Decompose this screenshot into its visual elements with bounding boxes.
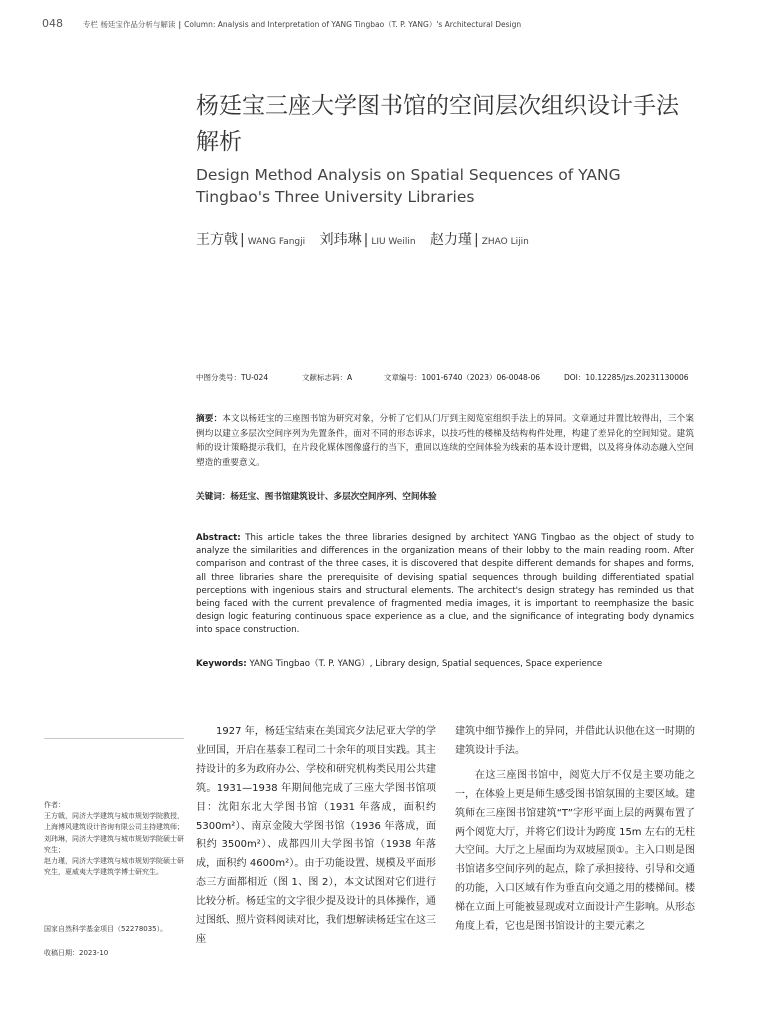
body-paragraph-continued: 建筑中细节操作上的异同，并借此认识他在这一时期的建筑设计手法。: [455, 726, 695, 756]
meta-article-no: 文章编号：1001-6740（2023）06-0048-06: [384, 373, 541, 382]
abstract-cn-label: 摘要：: [196, 414, 223, 424]
running-head-divider: |: [178, 20, 182, 29]
page-number: 048: [42, 17, 63, 30]
keywords-cn-label: 关键词：: [196, 492, 231, 502]
keywords-cn-text: 杨廷宝、图书馆建筑设计、多层次空间序列、空间体验: [230, 492, 437, 502]
author-list: [196, 229, 539, 249]
author-3-cn: 赵力瑾: [430, 232, 472, 248]
keywords-en: [196, 657, 694, 669]
author-separator: |: [363, 232, 369, 248]
author-info: [44, 800, 184, 878]
author-separator: |: [474, 232, 479, 248]
abstract-en-text: This article takes the three libraries designed by architect YANG Tingbao as the object of study to analyze the similarities and differences in the organization means of their lobby to the main reading room. After comparison and contrast of the three cases, it is discovered that despite different demands for shapes and forms, all three libraries share the prerequisite of devising spatial sequences through building differentiated spatial perceptions with ingenious stairs and structural elements. The architect's design strategy has reminded us that being faced with the current prevalence of fragmented media images, it is important to reemphasize the basic design logic featuring continuous space experience as a clue, and the significance of integrating body dynamics into space construction.: [196, 533, 694, 636]
author-3-en: ZHAO Lijin: [481, 237, 529, 247]
keywords-en-label: Keywords:: [196, 659, 247, 669]
abstract-cn: [196, 412, 694, 470]
author-1-cn: 王方戟: [196, 232, 238, 248]
title-cn: 杨廷宝三座大学图书馆的空间层次组织设计手法解析: [196, 93, 679, 155]
author-1-en: WANG Fangji: [247, 237, 306, 247]
running-head: [83, 19, 521, 30]
fund-note: 国家自然科学基金项目（52278035）。: [44, 925, 168, 933]
author-info-label: 作者：: [44, 801, 65, 809]
body-paragraph: 1927 年，杨廷宝结束在美国宾夕法尼亚大学的学业回国，开启在基泰工程司二十余年的项目实践。其主持设计的多为政府办公、学校和研究机构类民用公共建筑。1931—1938 年期间他完成了三座大学图书馆项目：沈阳东北大学图书馆（1931 年落成，面积约 5300m²）、南京金陵大学图书馆（1936 年落成，面积约 3500m²）、成都四川大学图书馆（1938 年落成，面积约 4600m²）。由于功能设置、规模及平面形态三方面都相近（图 1、图 2），本文试图对它们进行比较分析。杨廷宝的文字很少提及设计的具体操作，通过图纸、照片资料阅读对比，我们想解读杨廷宝在这三座: [196, 726, 436, 945]
keywords-cn: [196, 490, 694, 502]
author-bio: 赵力瑾，同济大学建筑与城市规划学院硕士研究生，夏威夷大学建筑学博士研究生。: [44, 857, 184, 877]
author-bio: 王方戟，同济大学建筑与城市规划学院教授，上海博风建筑设计咨询有限公司主持建筑师；: [44, 812, 184, 832]
author-separator: |: [240, 232, 245, 248]
author-bio: 刘玮琳，同济大学建筑与城市规划学院硕士研究生；: [44, 834, 184, 854]
title-en: Design Method Analysis on Spatial Sequences of YANG Tingbao's Three University Libraries: [196, 166, 621, 206]
running-head-cn: 专栏 杨廷宝作品分析与解读: [83, 20, 176, 29]
keywords-en-text: YANG Tingbao（T. P. YANG）, Library design, Spatial sequences, Space experience: [246, 659, 603, 669]
abstract-en: [196, 532, 694, 638]
author-2-cn: 刘玮琳: [319, 232, 362, 248]
running-head-en: Column: Analysis and Interpretation of YANG Tingbao（T. P. YANG）'s Architectural Design: [184, 20, 522, 29]
meta-doi: DOI：10.12285/jzs.20231130006: [564, 373, 689, 382]
received-date: 收稿日期：2023-10: [44, 949, 109, 957]
body-paragraph: 在这三座图书馆中，阅览大厅不仅是主要功能之一，在体验上更是师生感受图书馆氛围的主要区域。建筑师在三座图书馆建筑“T”字形平面上层的两翼布置了两个阅览大厅，并将它们设计为跨度 15m 左右的无柱大空间。大厅之上屋面均为双坡屋顶①。主入口则是图书馆诸多空间序列的起点，除了承担接待、引导和交通的功能，入口区域有作为垂直向交通之用的楼梯间。楼梯在立面上可能被显现或对立面设计产生影响。从形态角度上看，它也是图书馆设计的主要元素之: [455, 769, 695, 933]
body-column-left: [196, 723, 436, 950]
body-column-right: [455, 723, 695, 937]
abstract-en-label: Abstract:: [196, 533, 241, 543]
sidebar-divider: [44, 738, 184, 739]
author-2-en: LIU Weilin: [371, 237, 416, 247]
meta-doc-code: 文献标志码：A: [302, 373, 353, 382]
abstract-cn-text: 本文以杨廷宝的三座图书馆为研究对象，分析了它们从门厅到主阅览室组织手法上的异同。文章通过并置比较得出，三个案例均以建立多层次空间序列为先置条件，面对不同的形态诉求，以技巧性的楼梯及结构构件处理，构建了差异化的空间知觉。建筑师的设计策略提示我们，在片段化媒体图像盛行的当下，重回以连续的空间体验为线索的基本设计逻辑，以及将身体动态融入空间塑造的重要意义。: [196, 414, 694, 468]
meta-clc: 中图分类号：TU-024: [196, 373, 269, 382]
